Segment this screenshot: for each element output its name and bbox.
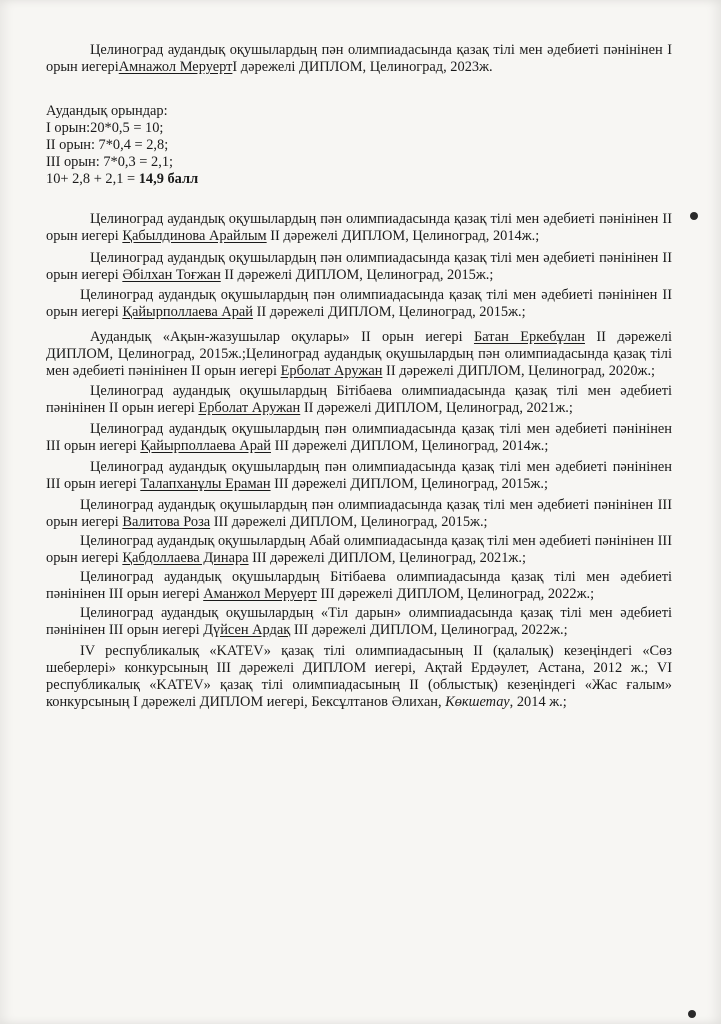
calc-title: Аудандық орындар: — [46, 103, 168, 119]
winner-name: Әбілхан Тоғжан — [122, 267, 221, 283]
award-entry: Целиноград аудандық оқушылардың пән олимпиадасында қазақ тілі мен әдебиеті пәнінінен ІІІ орын иегері Талапханұлы Ераман ІІІ дәрежелі ДИПЛОМ, Целиноград, 2015ж.; — [46, 459, 672, 492]
award-entry: Целиноград аудандық оқушылардың пән олимпиадасында қазақ тілі мен әдебиеті пәнінінен ІІІ орын иегері Қайырполлаева Арай ІІІ дәрежелі ДИПЛОМ, Целиноград, 2014ж.; — [46, 421, 672, 454]
winner-name: Ерболат Аружан — [280, 363, 383, 379]
district-places-calc — [46, 103, 672, 188]
total-score: 14,9 балл — [138, 171, 199, 187]
margin-mark — [688, 1010, 696, 1018]
award-entry: Целиноград аудандық оқушылардың Бітібаева олимпиадасында қазақ тілі мен әдебиеті пәнінінен ІІІ орын иегері Аманжол Меруерт ІІІ дәрежелі ДИПЛОМ, Целиноград, 2022ж.; — [46, 569, 672, 602]
paragraph-text: Целиноград аудандық оқушылардың пән олимпиадасында қазақ тілі мен әдебиеті пәнінінен І орын иегері — [46, 42, 672, 75]
award-entry: Целиноград аудандық оқушылардың пән олимпиадасында қазақ тілі мен әдебиеті пәнінінен ІІ орын иегері Қайырполлаева Арай ІІ дәрежелі ДИПЛОМ, Целиноград, 2015ж.; — [46, 287, 672, 320]
katev-entry: IV республикалық «KATEV» қазақ тілі олимпиадасының ІІ (қалалық) кезеңіндегі «Сөз шеберлері» конкурсының ІІІ дәрежелі ДИПЛОМ иегері, Ақтай Ердәулет, Астана, 2012 ж.; VI республикалық «KATEV» қазақ тілі олимпиадасының ІІ (облыстық) кезеңіндегі «Жас ғалым» конкурсының І дәрежелі ДИПЛОМ иегері, Бексұлтанов Әлихан, Көкшетау, 2014 ж.; — [46, 643, 672, 710]
award-entry: Целиноград аудандық оқушылардың пән олимпиадасында қазақ тілі мен әдебиеті пәнінінен ІІ орын иегері Әбілхан Тоғжан ІІ дәрежелі ДИПЛОМ, Целиноград, 2015ж.; — [46, 250, 672, 283]
main-text — [46, 42, 672, 711]
award-entry: Аудандық «Ақын-жазушылар оқулары» ІІ орын иегері Батан Еркебұлан ІІ дәрежелі ДИПЛОМ, Целиноград, 2015ж.;Целиноград аудандық оқушылардың пән олимпиадасында қазақ тілі мен әдебиеті пәнінінен ІІ орын иегері Ерболат Аружан ІІ дәрежелі ДИПЛОМ, Целиноград, 2020ж.; — [46, 329, 672, 379]
calc-line: ІІ орын: 7*0,4 = 2,8; — [46, 137, 169, 153]
winner-name: Батан Еркебұлан — [473, 329, 585, 345]
winner-name: Валитова Роза — [122, 514, 211, 530]
award-entry: Целиноград аудандық оқушылардың пән олимпиадасында қазақ тілі мен әдебиеті пәнінінен ІІІ орын иегері Валитова Роза ІІІ дәрежелі ДИПЛОМ, Целиноград, 2015ж.; — [46, 497, 672, 530]
winner-name: Аманжол Меруерт — [203, 586, 317, 602]
winner-name: Талапханұлы Ераман — [140, 476, 271, 492]
winner-name: Қабылдинова Арайлым — [122, 228, 267, 244]
margin-mark — [690, 212, 698, 220]
calc-total: 10+ 2,8 + 2,1 = 14,9 балл — [46, 171, 199, 187]
winner-name: Дүйсен Ардақ — [203, 622, 291, 638]
winner-name: Қабдоллаева Динара — [122, 550, 249, 566]
award-entry: Целиноград аудандық оқушылардың Бітібаева олимпиадасында қазақ тілі мен әдебиеті пәнінінен ІІ орын иегері Ерболат Аружан ІІ дәрежелі ДИПЛОМ, Целиноград, 2021ж.; — [46, 383, 672, 416]
award-entry: Целиноград аудандық оқушылардың пән олимпиадасында қазақ тілі мен әдебиеті пәнінінен ІІ орын иегері Қабылдинова Арайлым ІІ дәрежелі ДИПЛОМ, Целиноград, 2014ж.; — [46, 211, 672, 244]
city-name: Көкшетау — [445, 694, 510, 710]
winner-name: Қайырполлаева Арай — [122, 304, 254, 320]
paragraph-text: І дәрежелі ДИПЛОМ, Целиноград, 2023ж. — [232, 59, 493, 75]
calc-line: І орын:20*0,5 = 10; — [46, 120, 164, 136]
winner-name: Амнажол Меруерт — [118, 59, 233, 75]
calc-line: ІІІ орын: 7*0,3 = 2,1; — [46, 154, 174, 170]
winner-name: Қайырполлаева Арай — [140, 438, 271, 454]
award-entry: Целиноград аудандық оқушылардың «Тіл дарын» олимпиадасында қазақ тілі мен әдебиеті пәнінінен ІІІ орын иегері Дүйсен Ардақ ІІІ дәрежелі ДИПЛОМ, Целиноград, 2022ж.; — [46, 605, 672, 638]
award-entry: Целиноград аудандық оқушылардың Абай олимпиадасында қазақ тілі мен әдебиеті пәнінінен ІІІ орын иегері Қабдоллаева Динара ІІІ дәрежелі ДИПЛОМ, Целиноград, 2021ж.; — [46, 533, 672, 566]
winner-name: Ерболат Аружан — [198, 400, 301, 416]
paragraph-first-place — [46, 42, 672, 76]
